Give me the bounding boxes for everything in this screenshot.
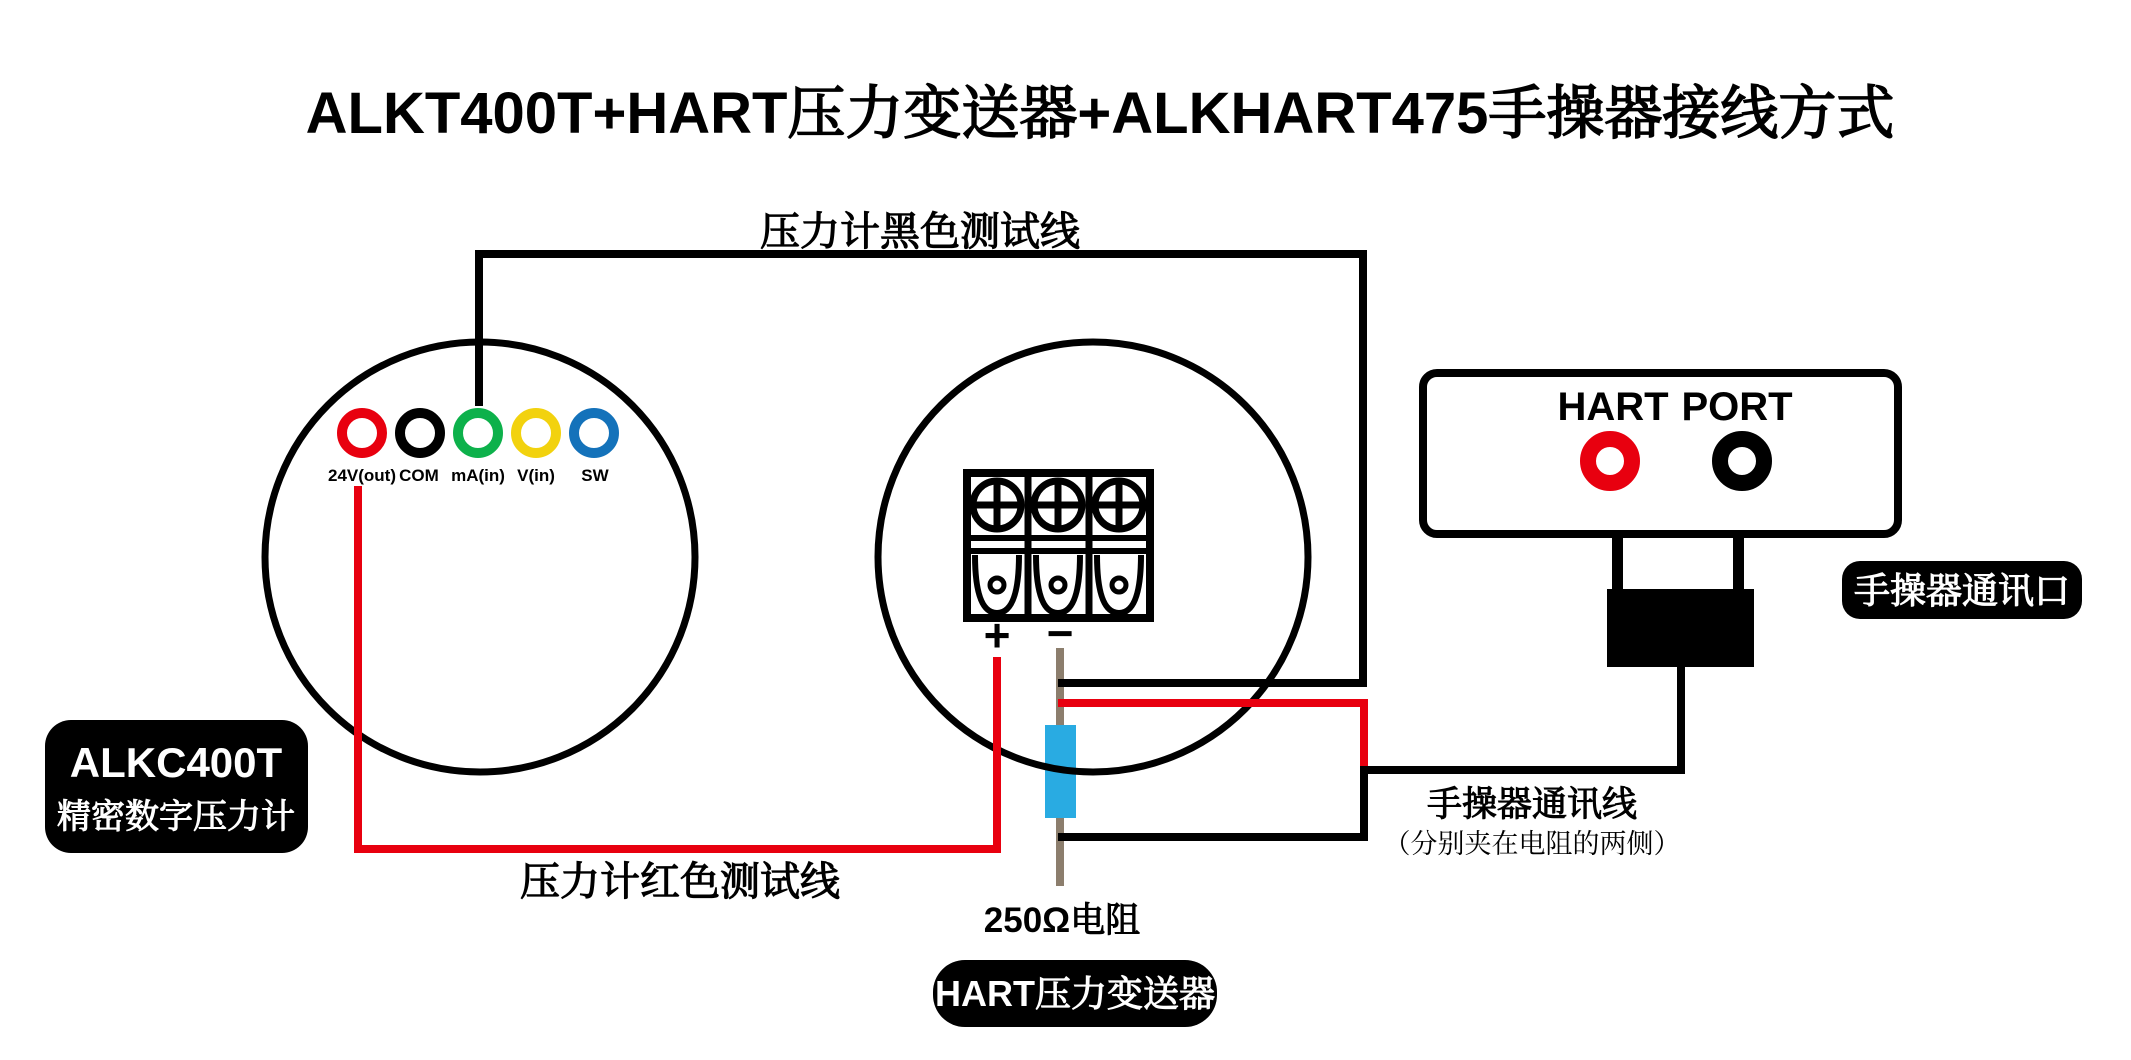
gauge-terminal-v-ring — [516, 413, 556, 453]
gauge-terminal-com-label: COM — [399, 466, 439, 485]
transmitter-minus-mark: − — [1046, 607, 1074, 659]
terminal-screw-2 — [1031, 478, 1085, 532]
transmitter-plus-mark: + — [983, 609, 1011, 661]
gauge-terminal-24v-ring — [342, 413, 382, 453]
gauge-terminal-ma-label: mA(in) — [451, 466, 505, 485]
plug-body — [1607, 589, 1754, 667]
terminal-screw-3 — [1092, 478, 1146, 532]
port-title-port: PORT — [1681, 385, 1793, 429]
communicator-port-box — [1423, 373, 1898, 667]
black-test-wire — [479, 254, 1363, 683]
pressure-gauge-body — [265, 342, 695, 772]
communicator-device-label — [1842, 561, 2082, 619]
gauge-terminal-24v-label: 24V(out) — [328, 466, 396, 485]
plug-pin-right — [1733, 534, 1744, 591]
gauge-device-label-line2: 精密数字压力计 — [57, 798, 295, 836]
communicator-cable-note: （分别夹在电阻的两侧） — [1383, 829, 1681, 859]
communicator-device-label-text: 手操器通讯口 — [1853, 570, 2071, 611]
gauge-terminal-sw-ring — [574, 413, 614, 453]
communicator-cable-label: 手操器通讯线 — [1426, 785, 1638, 824]
black-test-wire-label: 压力计黑色测试线 — [760, 210, 1080, 254]
transmitter-device-label — [933, 960, 1217, 1027]
port-title-hart: HART — [1557, 385, 1669, 429]
gauge-device-label-line1: ALKC400T — [69, 739, 283, 786]
gauge-terminal-ma-ring — [458, 413, 498, 453]
gauge-terminal-com-ring — [400, 413, 440, 453]
transmitter-device-label-text: HART压力变送器 — [935, 973, 1215, 1014]
gauge-terminal-row — [328, 413, 614, 485]
page-title: ALKT400T+HART压力变送器+ALKHART475手操器接线方式 — [305, 81, 1895, 146]
resistor-label: 250Ω电阻 — [983, 901, 1141, 940]
red-test-wire — [358, 486, 997, 849]
transmitter-terminal-block — [967, 473, 1150, 618]
terminal-screw-1 — [970, 478, 1024, 532]
gauge-terminal-sw-label: SW — [581, 466, 609, 485]
gauge-terminal-v-label: V(in) — [517, 466, 555, 485]
gauge-device-label — [45, 720, 308, 853]
plug-pin-left — [1612, 534, 1623, 591]
red-test-wire-label: 压力计红色测试线 — [520, 860, 840, 904]
